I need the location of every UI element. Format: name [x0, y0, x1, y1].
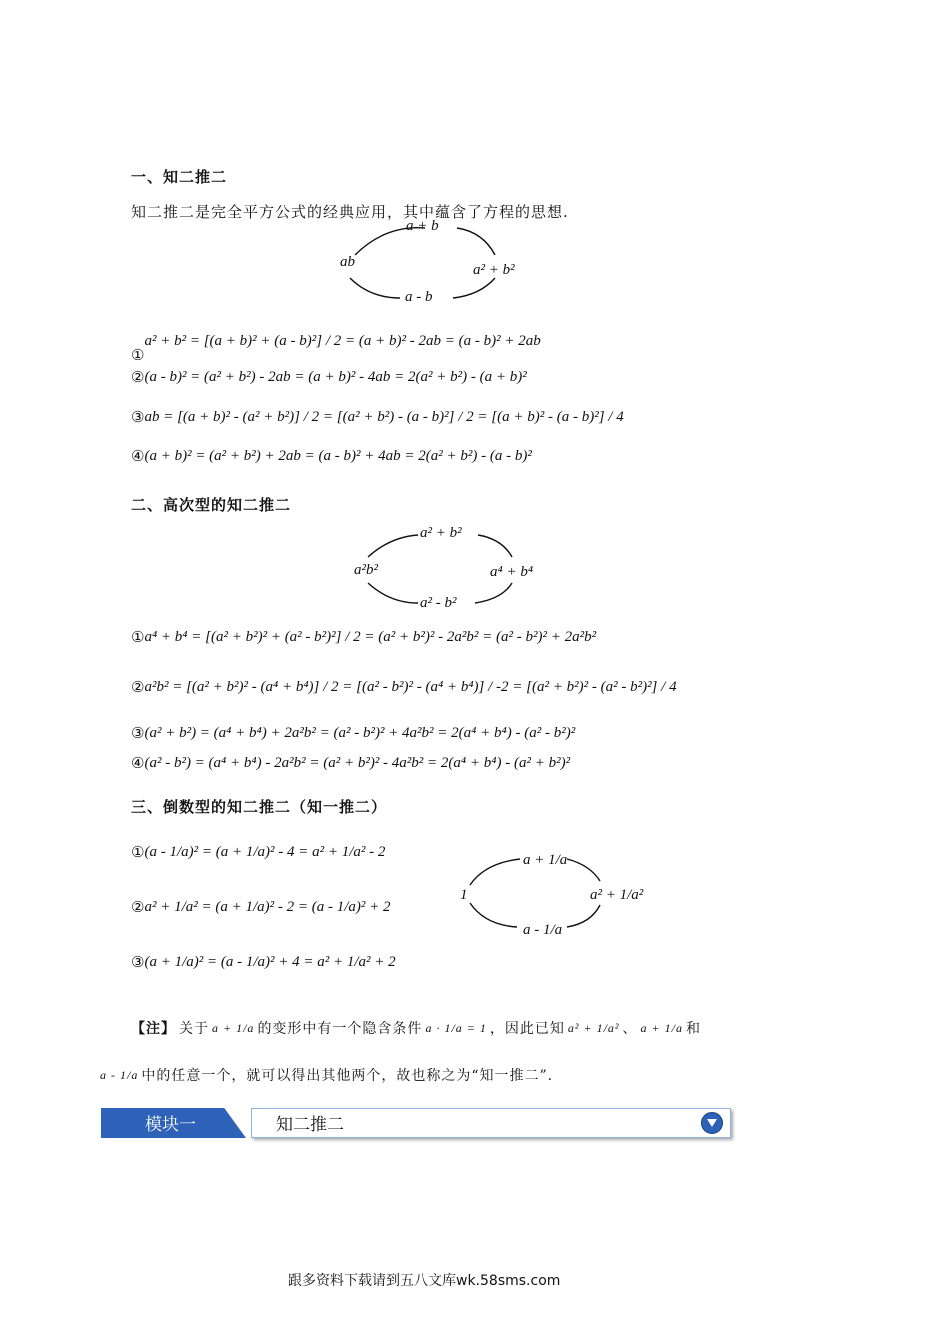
ring3-top: a + 1/a — [523, 852, 568, 868]
s1-item-1 — [131, 318, 541, 364]
ring3-right: a² + 1/a² — [590, 887, 644, 903]
chevron-down-icon[interactable] — [701, 1112, 723, 1134]
note-expr-c: a² + 1/a² — [567, 1020, 620, 1035]
s3-mark-1: ① — [131, 843, 145, 861]
s1-mark-2: ② — [131, 368, 145, 386]
s2-item-3 — [131, 724, 575, 742]
s1-mark-4: ④ — [131, 447, 145, 465]
section-1-intro: 知二推二是完全平方公式的经典应用，其中蕴含了方程的思想. — [131, 203, 569, 221]
note-t5: 和 — [685, 1021, 701, 1037]
s2-formula-4: (a² - b²) = (a⁴ + b⁴) - 2a²b² = (a² + b²)² - 4a²b² = 2(a⁴ + b⁴) - (a² + b²)² — [144, 754, 571, 771]
s1-item-3 — [131, 408, 624, 426]
note-expr-a: a + 1/a — [212, 1020, 255, 1035]
s2-mark-4: ④ — [131, 754, 145, 772]
ring1-right: a² + b² — [473, 262, 515, 278]
note-expr-e: a - 1/a — [100, 1067, 139, 1082]
module-band — [101, 1108, 729, 1138]
note-t4: 、 — [622, 1021, 638, 1037]
s1-formula-4: (a + b)² = (a² + b²) + 2ab = (a - b)² + 4ab = 2(a² + b²) - (a - b)² — [144, 447, 532, 464]
ring2-right: a⁴ + b⁴ — [490, 564, 534, 580]
s2-formula-2: a²b² = [(a² + b²)² - (a⁴ + b⁴)] / 2 = [(a² - b²)² - (a⁴ + b⁴)] / -2 = [(a² + b²)² - (a² - b²)²] / 4 — [144, 678, 677, 695]
section-3-title: 三、倒数型的知二推二（知一推二） — [131, 798, 388, 816]
s1-mark-1: ① — [131, 346, 145, 364]
note-expr-b: a · 1/a = 1 — [425, 1020, 487, 1035]
section-2-title: 二、高次型的知二推二 — [131, 496, 292, 514]
ring2-top: a² + b² — [420, 525, 462, 541]
s1-formula-2: (a - b)² = (a² + b²) - 2ab = (a + b)² - 4ab = 2(a² + b²) - (a + b)² — [144, 368, 527, 385]
s1-formula-1: a² + b² = [(a + b)² + (a - b)²] / 2 = (a + b)² - 2ab = (a - b)² + 2ab — [144, 332, 541, 349]
s2-item-2 — [131, 678, 677, 696]
note-line-1 — [131, 1018, 701, 1038]
s3-formula-2: a² + 1/a² = (a + 1/a)² - 2 = (a - 1/a)² + 2 — [144, 898, 391, 915]
note-line-2 — [100, 1065, 553, 1085]
note-expr-d: a + 1/a — [640, 1020, 683, 1035]
ring1-left: ab — [340, 254, 355, 270]
note-t3: ，因此已知 — [489, 1021, 565, 1037]
ring2-left: a²b² — [354, 562, 378, 578]
s2-formula-3: (a² + b²) = (a⁴ + b⁴) + 2a²b² = (a² - b²)² + 4a²b² = 2(a⁴ + b⁴) - (a² - b²)² — [144, 724, 576, 741]
note-label: 【注】 — [131, 1021, 176, 1037]
s3-mark-3: ③ — [131, 953, 145, 971]
s2-mark-2: ② — [131, 678, 145, 696]
note-t1: 关于 — [179, 1021, 209, 1037]
s2-item-1 — [131, 628, 596, 646]
note-t2: 的变形中有一个隐含条件 — [257, 1021, 423, 1037]
s2-formula-1: a⁴ + b⁴ = [(a² + b²)² + (a² - b²)²] / 2 = (a² + b²)² - 2a²b² = (a² - b²)² + 2a²b² — [144, 628, 597, 645]
module-title: 知二推二 — [276, 1115, 344, 1135]
s1-item-4 — [131, 447, 532, 465]
s1-item-2 — [131, 368, 527, 386]
ring3-left: 1 — [460, 887, 468, 903]
ring2-bottom: a² - b² — [420, 595, 457, 611]
note-t6: 中的任意一个，就可以得出其他两个，故也称之为“知一推二”. — [141, 1068, 554, 1084]
ring1-top: a + b — [406, 218, 439, 234]
ring3-bottom: a - 1/a — [523, 922, 563, 938]
s1-mark-3: ③ — [131, 408, 145, 426]
ring1-bottom: a - b — [405, 289, 433, 305]
s3-formula-1: (a - 1/a)² = (a + 1/a)² - 4 = a² + 1/a² - 2 — [144, 843, 386, 860]
s3-item-1 — [131, 843, 385, 861]
s3-item-3 — [131, 953, 396, 971]
s2-mark-1: ① — [131, 628, 145, 646]
s3-formula-3: (a + 1/a)² = (a - 1/a)² + 4 = a² + 1/a² + 2 — [144, 953, 396, 970]
s1-formula-3: ab = [(a + b)² - (a² + b²)] / 2 = [(a² + b²) - (a - b)²] / 2 = [(a + b)² - (a - b)²] / 4 — [144, 408, 624, 425]
section-1-title: 一、知二推二 — [131, 168, 228, 186]
footer-text: 跟多资料下载请到五八文库wk.58sms.com — [288, 1273, 561, 1289]
s2-mark-3: ③ — [131, 724, 145, 742]
s3-item-2 — [131, 898, 391, 916]
s2-item-4 — [131, 754, 570, 772]
module-label: 模块一 — [145, 1115, 196, 1135]
s3-mark-2: ② — [131, 898, 145, 916]
